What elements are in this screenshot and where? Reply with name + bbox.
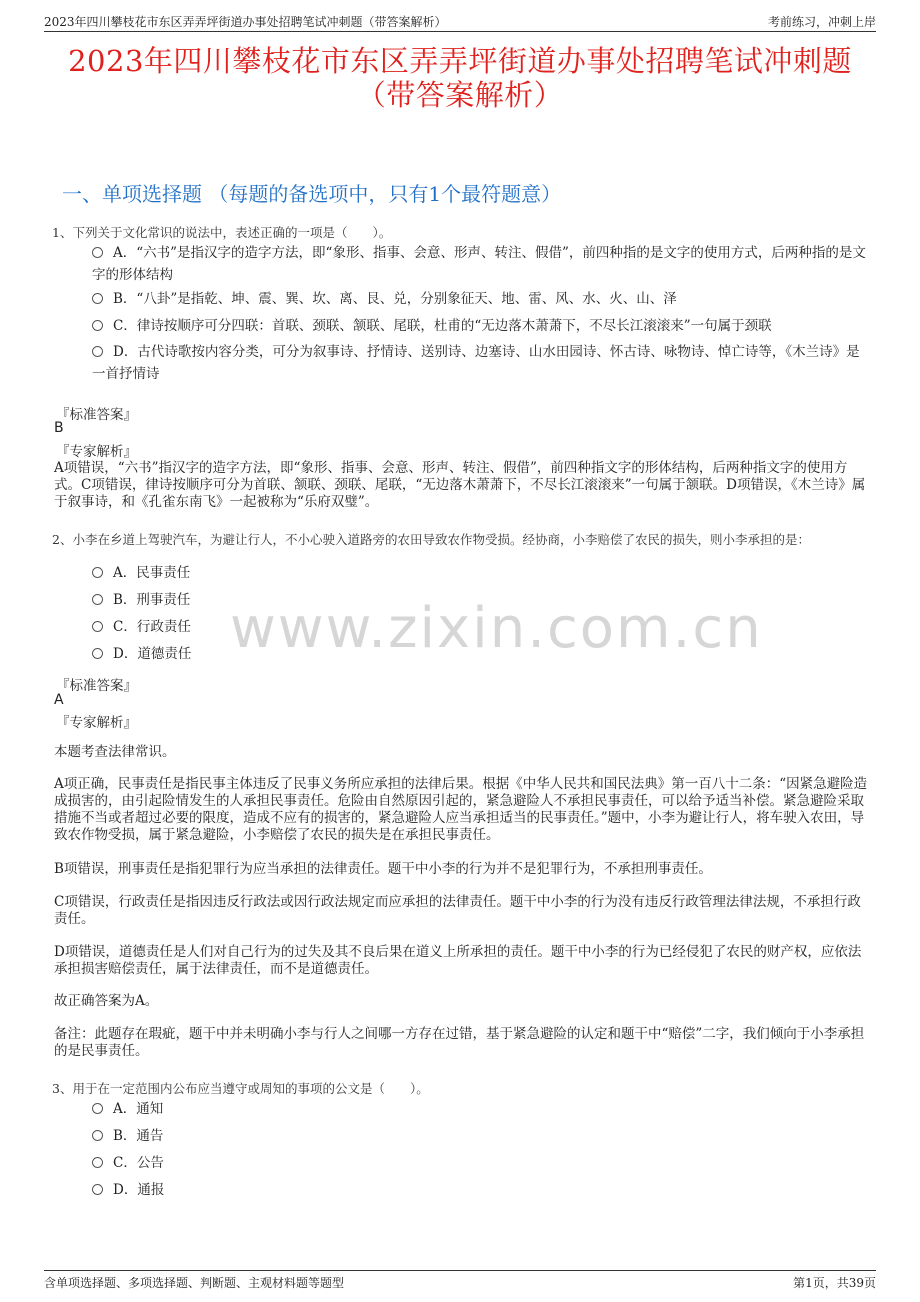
question-1-option-a[interactable] (92, 242, 872, 286)
radio-icon[interactable] (92, 247, 103, 258)
analysis-paragraph: 备注：此题存在瑕疵，题干中并未明确小李与行人之间哪一方存在过错，基于紧急避险的认定和题干中“赔偿”二字，我们倾向于小李承担的是民事责任。 (54, 1026, 865, 1059)
page-footer (44, 1270, 876, 1294)
header-slogan: 考前练习，冲刺上岸 (767, 15, 876, 29)
radio-icon[interactable] (92, 1157, 103, 1168)
title-line-2: （带答案解析） (356, 78, 564, 112)
question-2-option-b[interactable] (92, 589, 872, 611)
question-2-analysis-label: 『专家解析』 (56, 715, 137, 731)
radio-icon[interactable] (92, 648, 103, 659)
question-1-answer-label: 『标准答案』 (56, 407, 137, 423)
radio-icon[interactable] (92, 594, 103, 605)
option-text: A．通知 (113, 1101, 164, 1117)
question-3-option-a[interactable] (92, 1098, 872, 1120)
watermark: www.zixin.com.cn (230, 596, 763, 661)
option-text: B．“八卦”是指乾、坤、震、巽、坎、离、艮、兑，分别象征天、地、雷、风、水、火、山、泽 (113, 291, 677, 307)
option-text: D．道德责任 (113, 646, 192, 662)
footer-note: 含单项选择题、多项选择题、判断题、主观材料题等题型 (44, 1276, 345, 1290)
option-text: B．通告 (113, 1128, 164, 1144)
document-title (0, 44, 920, 112)
option-text: D．古代诗歌按内容分类，可分为叙事诗、抒情诗、送别诗、边塞诗、山水田园诗、怀古诗、咏物诗、悼亡诗等，《木兰诗》是一首抒情诗 (92, 344, 860, 382)
analysis-paragraph: 故正确答案为A。 (54, 993, 159, 1009)
radio-icon[interactable] (92, 621, 103, 632)
question-1-analysis: A项错误，“六书”指汉字的造字方法，即“象形、指事、会意、形声、转注、假借”，前四种指文字的形体结构，后两种指文字的使用方式。C项错误，律诗按顺序可分为首联、颔联、颈联、尾联，“无边落木萧萧下，不尽长江滚滚来”一句属于颔联。D项错误，《木兰诗》属于叙事诗，和《孔雀东南飞》一起被称为“乐府双璧”。 (54, 460, 866, 510)
radio-icon[interactable] (92, 320, 103, 331)
radio-icon[interactable] (92, 346, 103, 357)
question-2-option-d[interactable] (92, 643, 872, 665)
question-3-stem: 3、用于在一定范围内公布应当遵守或周知的事项的公文是（ ）。 (52, 1081, 429, 1096)
analysis-paragraph: 本题考查法律常识。 (54, 744, 176, 760)
page-number: 第1页，共39页 (793, 1276, 876, 1290)
radio-icon[interactable] (92, 567, 103, 578)
analysis-paragraph: D项错误，道德责任是人们对自己行为的过失及其不良后果在道义上所承担的责任。题干中小李的行为已经侵犯了农民的财产权，应依法承担损害赔偿责任，属于法律责任，而不是道德责任。 (54, 944, 862, 977)
question-1-option-b[interactable] (92, 288, 872, 310)
question-2-answer: A (54, 692, 64, 708)
option-text: C．公告 (113, 1155, 164, 1171)
question-1-answer: B (54, 420, 64, 436)
question-3-option-b[interactable] (92, 1125, 872, 1147)
question-1-analysis-label: 『专家解析』 (56, 444, 137, 460)
question-2-option-c[interactable] (92, 616, 872, 638)
option-text: C．律诗按顺序可分四联：首联、颈联、颔联、尾联，杜甫的“无边落木萧萧下，不尽长江滚滚来”一句属于颈联 (113, 318, 772, 334)
analysis-paragraph: A项正确，民事责任是指民事主体违反了民事义务所应承担的法律后果。根据《中华人民共和国民法典》第一百八十二条：“因紧急避险造成损害的，由引起险情发生的人承担民事责任。危险由自然原因引起的，紧急避险人不承担民事责任，可以给予适当补偿。紧急避险采取措施不当或者超过必要的限度，造成不应有的损害的，紧急避险人应当承担适当的民事责任。”题中，小李为避让行人，将车驶入农田，导致农作物受损，属于紧急避险，小李赔偿了农民的损失是在承担民事责任。 (54, 776, 868, 843)
option-text: A．民事责任 (113, 565, 191, 581)
question-2-stem: 2、小李在乡道上驾驶汽车，为避让行人，不小心驶入道路旁的农田导致农作物受损。经协商，小李赔偿了农民的损失，则小李承担的是： (52, 532, 810, 547)
question-3-option-d[interactable] (92, 1179, 872, 1201)
question-1-option-c[interactable] (92, 315, 872, 337)
page-header (44, 10, 876, 32)
question-1-stem: 1、下列关于文化常识的说法中，表述正确的一项是（ ）。 (52, 225, 392, 240)
question-2-option-a[interactable] (92, 562, 872, 584)
radio-icon[interactable] (92, 1130, 103, 1141)
title-line-1: 2023年四川攀枝花市东区弄弄坪街道办事处招聘笔试冲刺题 (68, 44, 852, 78)
analysis-paragraph: C项错误，行政责任是指因违反行政法或因行政法规定而应承担的法律责任。题干中小李的行为没有违反行政管理法律法规，不承担行政责任。 (54, 894, 861, 927)
radio-icon[interactable] (92, 1184, 103, 1195)
question-3-option-c[interactable] (92, 1152, 872, 1174)
question-2-answer-label: 『标准答案』 (56, 678, 137, 694)
option-text: B．刑事责任 (113, 592, 191, 608)
option-text: A．“六书”是指汉字的造字方法，即“象形、指事、会意、形声、转注、假借”，前四种指的是文字的使用方式，后两种指的是文字的形体结构 (92, 245, 866, 283)
header-title: 2023年四川攀枝花市东区弄弄坪街道办事处招聘笔试冲刺题（带答案解析） (44, 15, 447, 29)
option-text: D．通报 (113, 1182, 165, 1198)
radio-icon[interactable] (92, 1103, 103, 1114)
question-1-option-d[interactable] (92, 341, 872, 385)
analysis-paragraph: B项错误，刑事责任是指犯罪行为应当承担的法律责任。题干中小李的行为并不是犯罪行为，不承担刑事责任。 (54, 861, 712, 877)
section-heading: 一、单项选择题 （每题的备选项中，只有1个最符题意） (62, 182, 562, 206)
option-text: C．行政责任 (113, 619, 191, 635)
radio-icon[interactable] (92, 293, 103, 304)
